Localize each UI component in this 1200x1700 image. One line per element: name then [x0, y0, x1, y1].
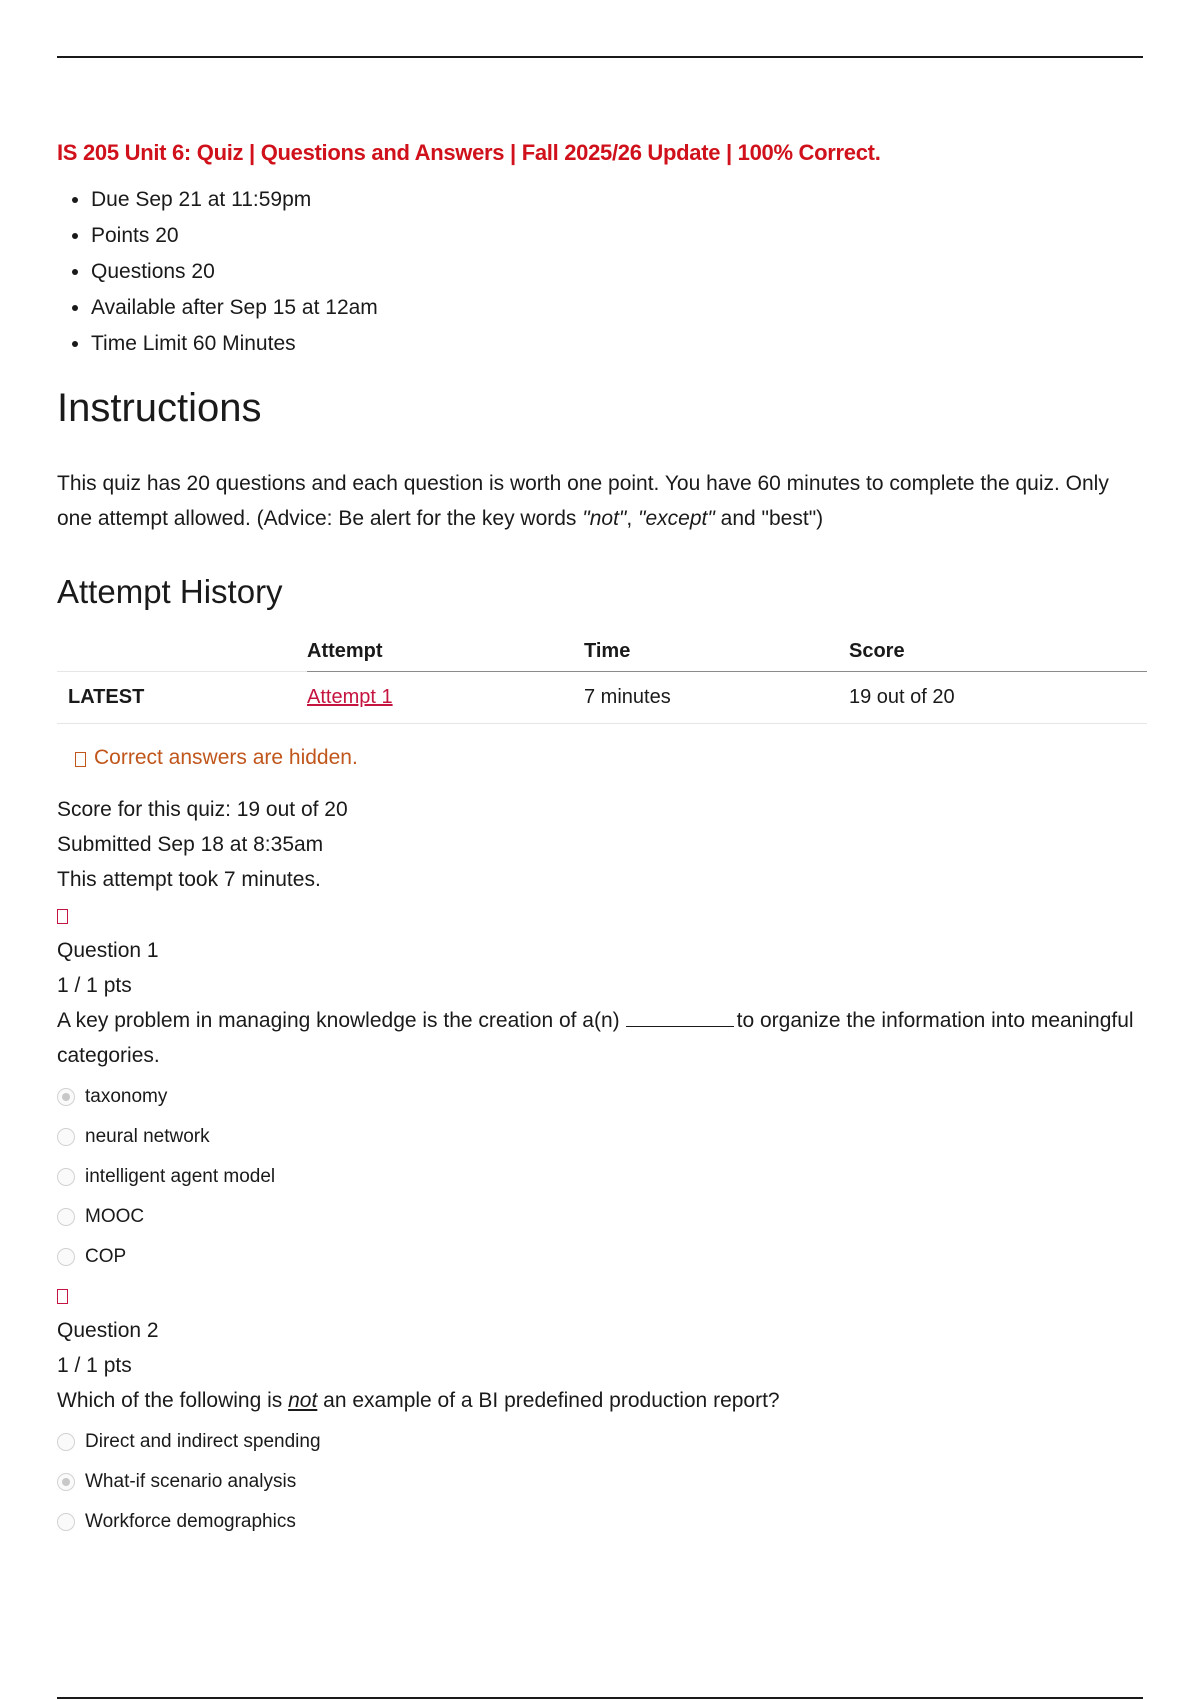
radio-button[interactable]: [57, 1513, 75, 1531]
flag-question-icon[interactable]: [57, 1289, 68, 1304]
radio-button[interactable]: [57, 1128, 75, 1146]
attempt-score: 19 out of 20: [849, 672, 1147, 724]
quiz-details-list: [57, 182, 1147, 362]
radio-button[interactable]: [57, 1208, 75, 1226]
bottom-rule: [57, 1697, 1143, 1699]
points: • Points 20: [91, 218, 1147, 254]
radio-button[interactable]: [57, 1473, 75, 1491]
quiz-page: [57, 140, 1147, 1542]
question-text: Which of the following is not an example of a BI predefined production report?: [57, 1389, 780, 1412]
available-date: • Available after Sep 15 at 12am: [91, 290, 1147, 326]
question-title: Question 1: [57, 939, 159, 962]
answer-option[interactable]: Direct and indirect spending: [57, 1422, 1147, 1462]
column-header-blank: [57, 634, 307, 672]
column-header-attempt: Attempt: [307, 634, 584, 672]
answer-option[interactable]: MOOC: [57, 1197, 1147, 1237]
table-row: [57, 672, 1147, 724]
quiz-summary: [57, 792, 1147, 897]
answers-hidden-notice: [75, 746, 1147, 770]
column-header-time: Time: [584, 634, 849, 672]
question-count: • Questions 20: [91, 254, 1147, 290]
column-header-score: Score: [849, 634, 1147, 672]
instructions-heading: Instructions: [57, 386, 262, 430]
question-text: A key problem in managing knowledge is the creation of a(n) to organize the information into meaningful categories.: [57, 1003, 1147, 1073]
due-date: • Due Sep 21 at 11:59pm: [91, 182, 1147, 218]
quiz-score: Score for this quiz: 19 out of 20: [57, 798, 348, 821]
question-points: 1 / 1 pts: [57, 974, 132, 997]
answer-option[interactable]: Workforce demographics: [57, 1502, 1147, 1542]
answer-option[interactable]: taxonomy: [57, 1077, 1147, 1117]
question-title: Question 2: [57, 1319, 159, 1342]
question-1: [57, 897, 1147, 1277]
top-rule: [57, 56, 1143, 58]
attempt-1-link[interactable]: Attempt 1: [307, 686, 393, 708]
answer-option[interactable]: neural network: [57, 1117, 1147, 1157]
time-limit: • Time Limit 60 Minutes: [91, 326, 1147, 362]
answer-option[interactable]: COP: [57, 1237, 1147, 1277]
latest-label: LATEST: [57, 672, 307, 724]
fill-in-blank: [626, 1006, 734, 1027]
question-points: 1 / 1 pts: [57, 1354, 132, 1377]
attempt-history-table: [57, 634, 1147, 724]
attempt-duration: This attempt took 7 minutes.: [57, 868, 321, 891]
radio-button[interactable]: [57, 1088, 75, 1106]
attempt-history-heading: Attempt History: [57, 573, 283, 610]
answers-hidden-text: Correct answers are hidden.: [94, 746, 358, 769]
answer-options: [57, 1077, 1147, 1277]
radio-button[interactable]: [57, 1433, 75, 1451]
answer-options: [57, 1422, 1147, 1542]
submitted-date: Submitted Sep 18 at 8:35am: [57, 833, 324, 856]
flag-question-icon[interactable]: [57, 909, 68, 924]
instructions-text: This quiz has 20 questions and each question is worth one point. You have 60 minutes to complete the quiz. Only one attempt allowed. (Advice: Be alert for the key words "not", "except" and "best"): [57, 472, 1109, 530]
question-2: [57, 1277, 1147, 1542]
answer-option[interactable]: What-if scenario analysis: [57, 1462, 1147, 1502]
attempt-time: 7 minutes: [584, 672, 849, 724]
document-title: IS 205 Unit 6: Quiz | Questions and Answers | Fall 2025/26 Update | 100% Correct.: [57, 140, 881, 165]
radio-button[interactable]: [57, 1168, 75, 1186]
answer-option[interactable]: intelligent agent model: [57, 1157, 1147, 1197]
radio-button[interactable]: [57, 1248, 75, 1266]
table-header-row: [57, 634, 1147, 672]
info-icon: [75, 752, 86, 767]
